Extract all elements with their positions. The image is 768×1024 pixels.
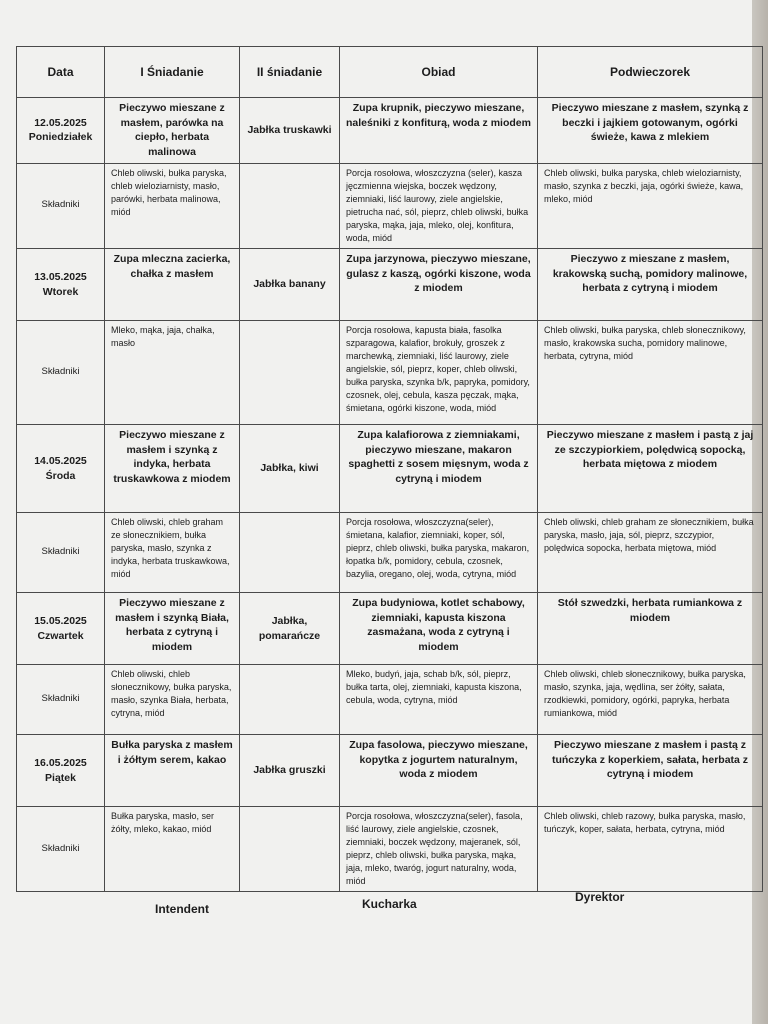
meal-row: [17, 249, 763, 321]
day-weekday: Środa: [45, 469, 76, 482]
day-date: 13.05.2025: [34, 270, 87, 283]
ingredients-lunch: Porcja rosołowa, włoszczyzna(seler), fasola, liść laurowy, ziele angielskie, czosnek, ziemniaki, boczek wędzony, majeranek, sól, pieprz, chleb oliwski, bułka paryska, mąka, jaja, mleko, twaróg, jogurt naturalny, woda, miód: [340, 807, 538, 892]
header-snack: Podwieczorek: [538, 47, 763, 98]
signature-intendent: Intendent: [155, 902, 209, 916]
ingredients-lunch: Mleko, budyń, jaja, schab b/k, sól, pieprz, bułka tarta, olej, ziemniaki, kapusta kiszona, cebula, woda, cytryna, miód: [340, 665, 538, 735]
ingredients-row: [17, 321, 763, 425]
breakfast-2-cell: Jabłka, pomarańcze: [240, 593, 340, 665]
ingredients-row: [17, 807, 763, 892]
ingredients-label: Składniki: [17, 807, 105, 892]
ingredients-snack: Chleb oliwski, chleb graham ze słonecznikiem, bułka paryska, masło, jaja, sól, pieprz, szczypior, polędwica sopocka, herbata miętowa, miód: [538, 513, 763, 593]
ingredients-label: Składniki: [17, 665, 105, 735]
ingredients-label: Składniki: [17, 163, 105, 248]
header-date: Data: [17, 47, 105, 98]
day-cell: [17, 735, 105, 807]
ingredients-lunch: Porcja rosołowa, włoszczyzna(seler), śmietana, kalafior, ziemniaki, koper, sól, pieprz, chleb oliwski, bułka paryska, makaron, łopatka b/k, pomidory, cebula, czosnek, bazylia, oregano, olej, woda, cytryna, miód: [340, 513, 538, 593]
lunch-cell: Zupa kalafiorowa z ziemniakami, pieczywo mieszane, makaron spaghetti z sosem mięsnym, woda z cytryną i miodem: [340, 425, 538, 513]
day-date: 12.05.2025: [34, 116, 87, 129]
snack-cell: Pieczywo z mieszane z masłem, krakowską suchą, pomidory malinowe, herbata z cytryną i miodem: [538, 249, 763, 321]
ingredients-label: Składniki: [17, 321, 105, 425]
day-date: 15.05.2025: [34, 614, 87, 627]
ingredients-breakfast-2: [240, 321, 340, 425]
ingredients-snack: Chleb oliwski, bułka paryska, chleb wieloziarnisty, masło, szynka z beczki, jaja, ogórki świeże, kawa, mleko, miód: [538, 163, 763, 248]
ingredients-breakfast-2: [240, 665, 340, 735]
header-breakfast-1: I Śniadanie: [105, 47, 240, 98]
ingredients-breakfast-1: Chleb oliwski, chleb słonecznikowy, bułka paryska, masło, szynka Biała, herbata, cytryna, miód: [105, 665, 240, 735]
header-row: [17, 47, 763, 98]
day-date: 16.05.2025: [34, 756, 87, 769]
ingredients-row: [17, 665, 763, 735]
meal-row: [17, 425, 763, 513]
signature-kucharka: Kucharka: [362, 897, 417, 911]
breakfast-2-cell: Jabłka truskawki: [240, 98, 340, 164]
breakfast-1-cell: Pieczywo mieszane z masłem, parówka na ciepło, herbata malinowa: [105, 98, 240, 164]
snack-cell: Stół szwedzki, herbata rumiankowa z miodem: [538, 593, 763, 665]
breakfast-2-cell: Jabłka, kiwi: [240, 425, 340, 513]
ingredients-lunch: Porcja rosołowa, kapusta biała, fasolka szparagowa, kalafior, brokuły, groszek z marchewką, ziemniaki, liść laurowy, ziele angielskie, sól, pieprz, koper, chleb oliwski, bułka paryska, szynka b/k, papryka, pomidory, czosnek, olej, cebula, kasza pęczak, mąka, śmietana, ogórki kiszone, woda, miód: [340, 321, 538, 425]
signature-dyrektor: Dyrektor: [575, 890, 625, 904]
meal-row: [17, 593, 763, 665]
day-weekday: Czwartek: [37, 629, 84, 642]
lunch-cell: Zupa budyniowa, kotlet schabowy, ziemniaki, kapusta kiszona zasmażana, woda z cytryną i miodem: [340, 593, 538, 665]
ingredients-row: [17, 163, 763, 248]
ingredients-breakfast-1: Chleb oliwski, bułka paryska, chleb wieloziarnisty, masło, parówki, herbata malinowa, miód: [105, 163, 240, 248]
day-weekday: Piątek: [45, 771, 76, 784]
ingredients-lunch: Porcja rosołowa, włoszczyzna (seler), kasza jęczmienna wiejska, boczek wędzony, ziemniaki, liść laurowy, ziele angielskie, pietrucha nać, sól, pieprz, chleb oliwski, bułka paryska, mąka, jaja, mleko, olej, konfitura, woda, miód: [340, 163, 538, 248]
day-weekday: Poniedziałek: [28, 131, 93, 144]
ingredients-breakfast-2: [240, 807, 340, 892]
day-weekday: Wtorek: [42, 285, 79, 298]
snack-cell: Pieczywo mieszane z masłem i pastą z tuńczyka z koperkiem, sałata, herbata z cytryną i miodem: [538, 735, 763, 807]
ingredients-breakfast-1: Mleko, mąka, jaja, chałka, masło: [105, 321, 240, 425]
ingredients-breakfast-2: [240, 513, 340, 593]
ingredients-snack: Chleb oliwski, bułka paryska, chleb słonecznikowy, masło, krakowska sucha, pomidory malinowe, herbata, cytryna, miód: [538, 321, 763, 425]
breakfast-1-cell: Pieczywo mieszane z masłem i szynką z indyka, herbata truskawkowa z miodem: [105, 425, 240, 513]
breakfast-1-cell: Bułka paryska z masłem i żółtym serem, kakao: [105, 735, 240, 807]
lunch-cell: Zupa jarzynowa, pieczywo mieszane, gulasz z kaszą, ogórki kiszone, woda z miodem: [340, 249, 538, 321]
breakfast-2-cell: Jabłka banany: [240, 249, 340, 321]
breakfast-1-cell: Zupa mleczna zacierka, chałka z masłem: [105, 249, 240, 321]
header-lunch: Obiad: [340, 47, 538, 98]
menu-table: [16, 46, 763, 892]
ingredients-row: [17, 513, 763, 593]
lunch-cell: Zupa krupnik, pieczywo mieszane, naleśniki z konfiturą, woda z miodem: [340, 98, 538, 164]
ingredients-breakfast-1: Bułka paryska, masło, ser żółty, mleko, kakao, miód: [105, 807, 240, 892]
meal-row: [17, 98, 763, 164]
ingredients-label: Składniki: [17, 513, 105, 593]
ingredients-snack: Chleb oliwski, chleb razowy, bułka paryska, masło, tuńczyk, koper, sałata, herbata, cytryna, miód: [538, 807, 763, 892]
snack-cell: Pieczywo mieszane z masłem i pastą z jaj ze szczypiorkiem, polędwicą sopocką, herbata miętowa z miodem: [538, 425, 763, 513]
meal-row: [17, 735, 763, 807]
ingredients-breakfast-1: Chleb oliwski, chleb graham ze słonecznikiem, bułka paryska, masło, szynka z indyka, herbata truskawkowa, miód: [105, 513, 240, 593]
snack-cell: Pieczywo mieszane z masłem, szynką z beczki i jajkiem gotowanym, ogórki świeże, kawa z mlekiem: [538, 98, 763, 164]
ingredients-breakfast-2: [240, 163, 340, 248]
day-cell: [17, 98, 105, 164]
day-cell: [17, 249, 105, 321]
day-date: 14.05.2025: [34, 454, 87, 467]
ingredients-snack: Chleb oliwski, chleb słonecznikowy, bułka paryska, masło, szynka, jaja, wędlina, ser żółty, sałata, rzodkiewki, pomidory, ogórki, papryka, herbata rumiankowa, miód: [538, 665, 763, 735]
breakfast-2-cell: Jabłka gruszki: [240, 735, 340, 807]
breakfast-1-cell: Pieczywo mieszane z masłem i szynką Biała, herbata z cytryną i miodem: [105, 593, 240, 665]
header-breakfast-2: II śniadanie: [240, 47, 340, 98]
day-cell: [17, 425, 105, 513]
lunch-cell: Zupa fasolowa, pieczywo mieszane, kopytka z jogurtem naturalnym, woda z miodem: [340, 735, 538, 807]
day-cell: [17, 593, 105, 665]
